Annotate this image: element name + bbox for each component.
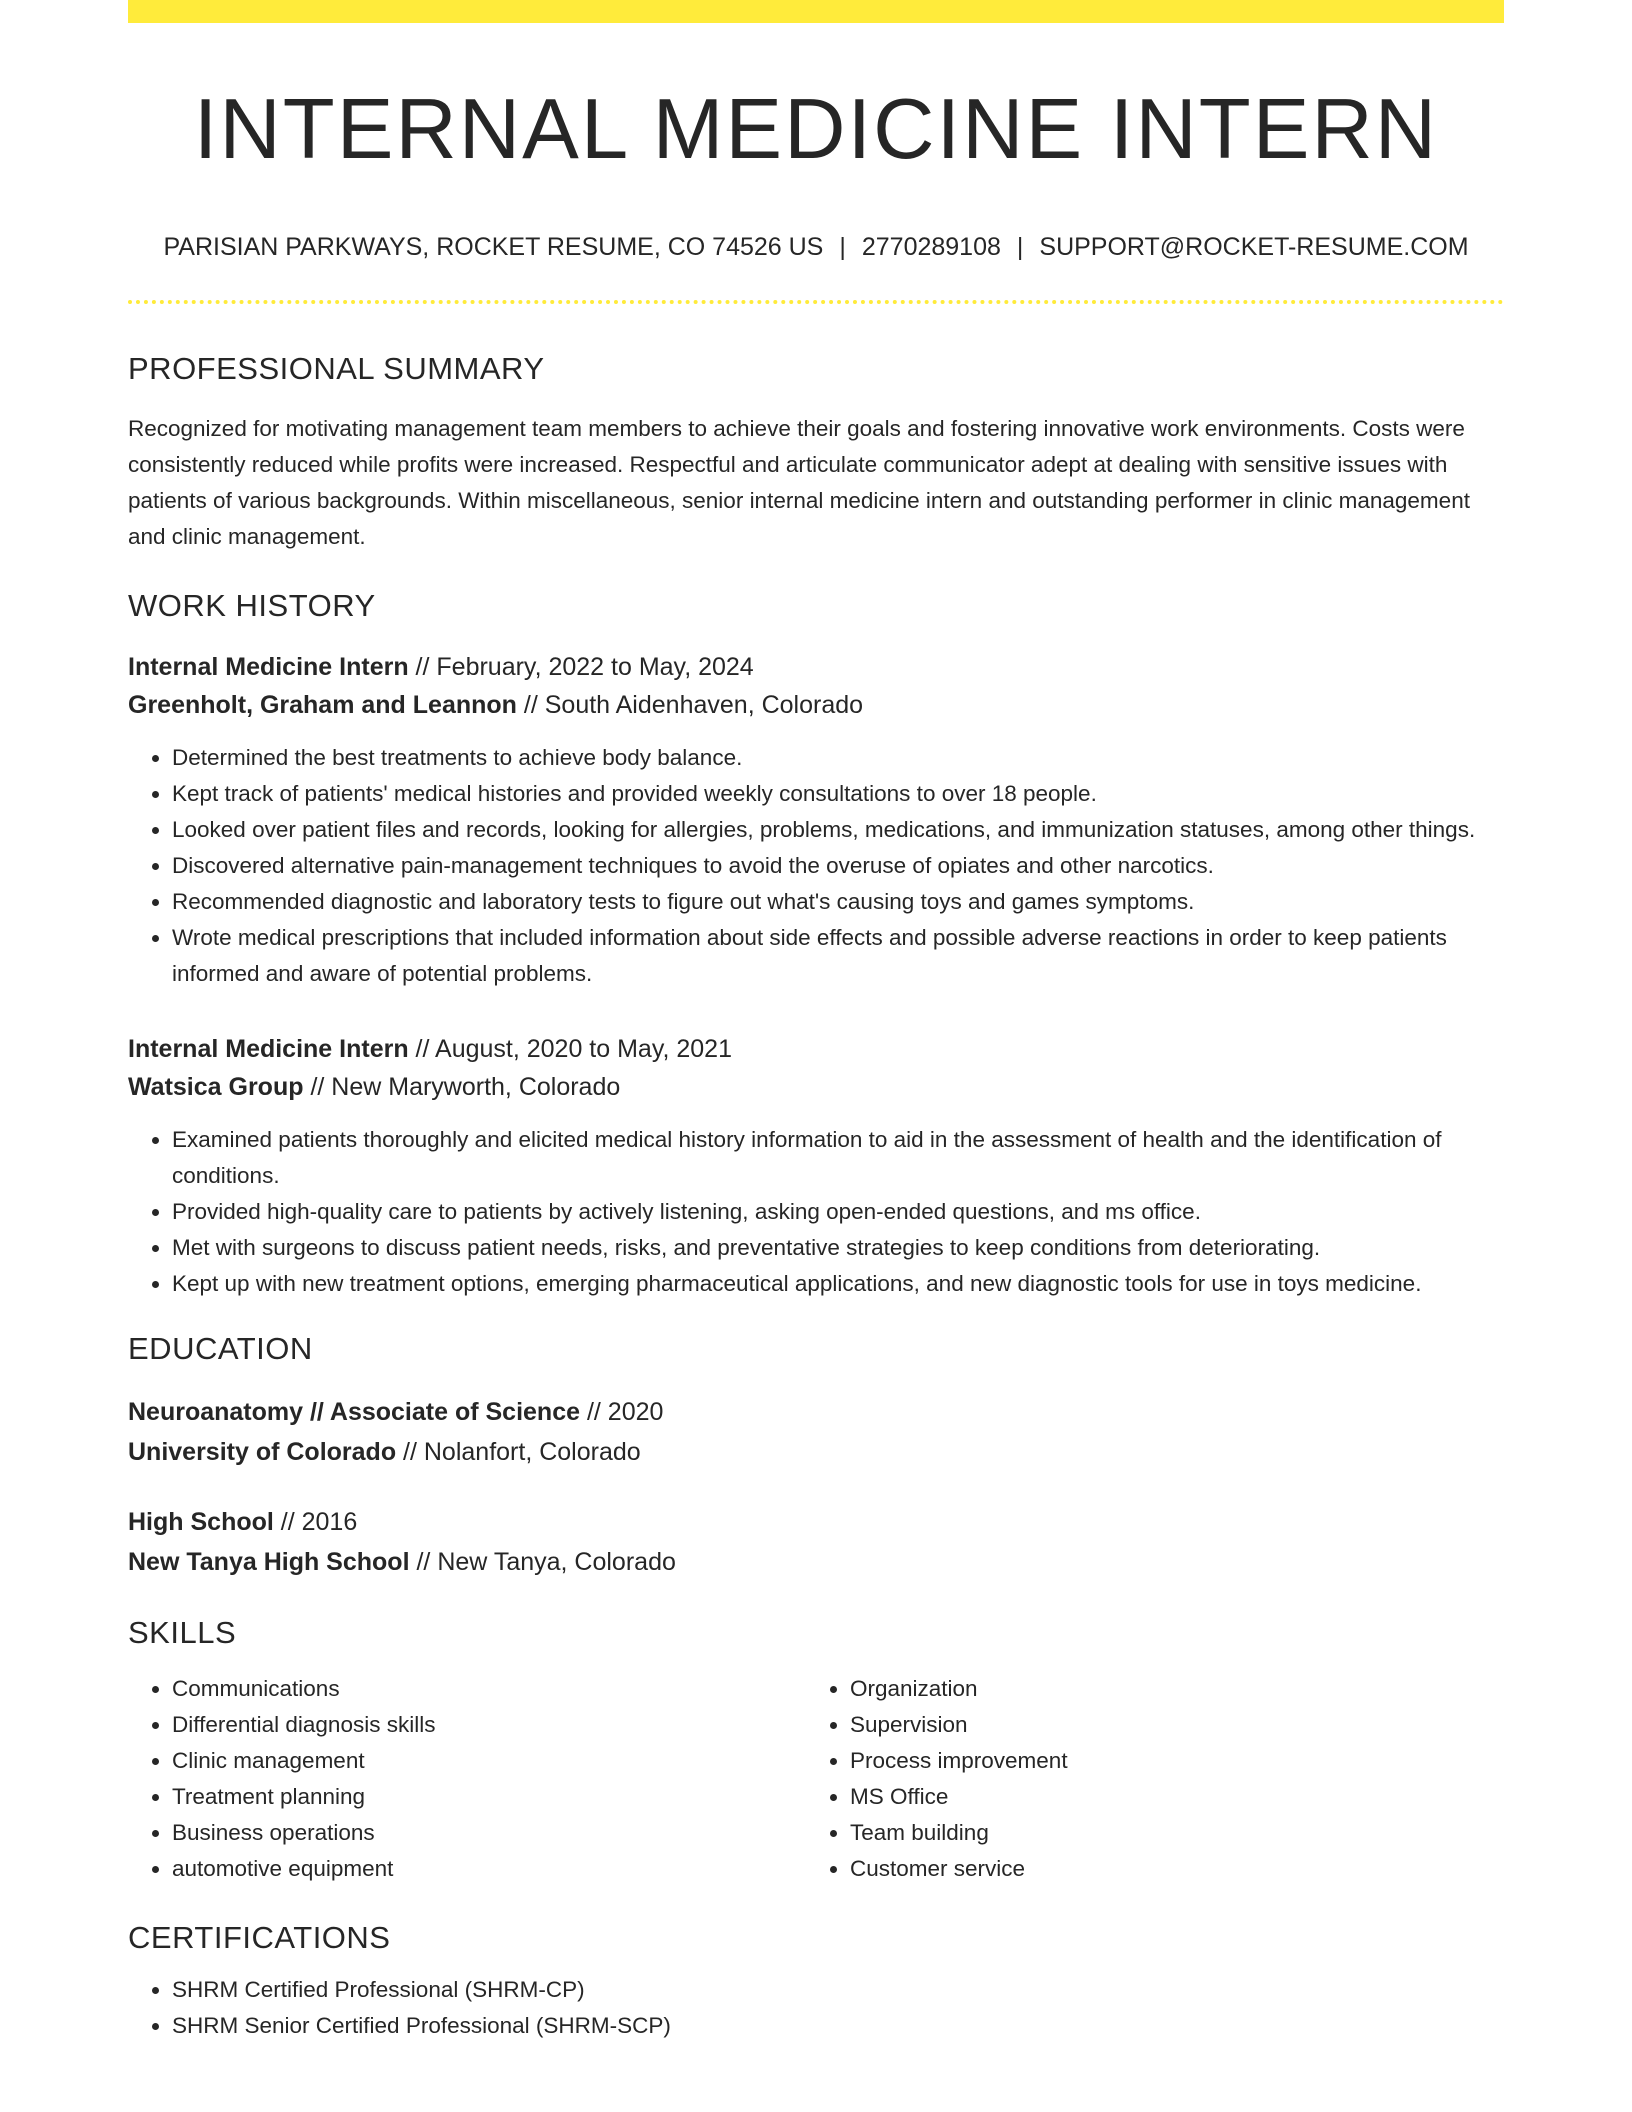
list-item: • Process improvement bbox=[850, 1743, 1484, 1779]
list-item: • Examined patients thoroughly and elicited medical history information to aid in the assessment of health and the identification of conditions. bbox=[172, 1122, 1504, 1194]
contact-address: PARISIAN PARKWAYS, ROCKET RESUME, CO 74526 US bbox=[163, 233, 824, 261]
list-item: • Organization bbox=[850, 1671, 1484, 1707]
list-item: • Clinic management bbox=[172, 1743, 806, 1779]
list-item: • Looked over patient files and records, looking for allergies, problems, medications, and immunization statuses, among other things. bbox=[172, 812, 1504, 848]
job-dates: // February, 2022 to May, 2024 bbox=[408, 653, 754, 682]
skills-column-left bbox=[128, 1671, 806, 1887]
job-role: Internal Medicine Intern bbox=[128, 653, 409, 682]
job-bullets bbox=[128, 740, 1504, 992]
list-item: • Wrote medical prescriptions that included information about side effects and possible adverse reactions in order to keep patients informed and aware of potential problems. bbox=[172, 920, 1504, 992]
certifications-list bbox=[128, 1972, 1504, 2044]
summary-heading: PROFESSIONAL SUMMARY bbox=[128, 351, 545, 386]
education-degree-line bbox=[128, 1502, 1504, 1542]
education-school-line bbox=[128, 1542, 1504, 1582]
top-accent-bar bbox=[128, 0, 1504, 23]
education-location: // Nolanfort, Colorado bbox=[396, 1437, 641, 1466]
job-dates: // August, 2020 to May, 2021 bbox=[408, 1035, 732, 1064]
education-location: // New Tanya, Colorado bbox=[409, 1547, 676, 1576]
list-item: • Discovered alternative pain-management techniques to avoid the overuse of opiates and other narcotics. bbox=[172, 848, 1504, 884]
resume-page bbox=[128, 0, 1504, 2044]
education-school: New Tanya High School bbox=[128, 1547, 410, 1576]
job-entry bbox=[128, 1030, 1504, 1302]
work-history-heading: WORK HISTORY bbox=[128, 588, 376, 624]
contact-email: SUPPORT@ROCKET-RESUME.COM bbox=[1039, 233, 1469, 261]
list-item: • Recommended diagnostic and laboratory tests to figure out what's causing toys and games symptoms. bbox=[172, 884, 1504, 920]
list-item: • Communications bbox=[172, 1671, 806, 1707]
education-school: University of Colorado bbox=[128, 1437, 397, 1466]
list-item: • automotive equipment bbox=[172, 1851, 806, 1887]
job-location: // New Maryworth, Colorado bbox=[303, 1073, 621, 1102]
summary-text: Recognized for motivating management team members to achieve their goals and fostering innovative work environments. Costs were consistently reduced while profits were increased. Respectful and articulate communicator adept at dealing with sensitive issues with patients of various backgrounds. Within miscellaneous, senior internal medicine intern and outstanding performer in clinic management and clinic management. bbox=[128, 416, 1470, 550]
list-item: • Determined the best treatments to achieve body balance. bbox=[172, 740, 1504, 776]
education-degree-line bbox=[128, 1392, 1504, 1432]
job-company: Watsica Group bbox=[128, 1073, 304, 1102]
education-year: // 2020 bbox=[580, 1397, 664, 1426]
contact-separator: | bbox=[1016, 233, 1024, 261]
job-company: Greenholt, Graham and Leannon bbox=[128, 691, 517, 720]
skills-heading: SKILLS bbox=[128, 1614, 237, 1650]
education-school-line bbox=[128, 1432, 1504, 1472]
list-item: • Kept up with new treatment options, emerging pharmaceutical applications, and new diagnostic tools for use in toys medicine. bbox=[172, 1266, 1504, 1302]
job-role: Internal Medicine Intern bbox=[128, 1035, 409, 1064]
education-degree: High School bbox=[128, 1507, 274, 1536]
list-item: • Provided high-quality care to patients by actively listening, asking open-ended questions, and ms office. bbox=[172, 1194, 1504, 1230]
list-item: • MS Office bbox=[850, 1779, 1484, 1815]
job-company-line bbox=[128, 1068, 1504, 1106]
list-item: • SHRM Certified Professional (SHRM-CP) bbox=[172, 1972, 1504, 2008]
skills-column-right bbox=[806, 1671, 1484, 1887]
job-bullets bbox=[128, 1122, 1504, 1302]
list-item: • Customer service bbox=[850, 1851, 1484, 1887]
list-item: • Differential diagnosis skills bbox=[172, 1707, 806, 1743]
list-item: • Team building bbox=[850, 1815, 1484, 1851]
list-item: • Kept track of patients' medical histories and provided weekly consultations to over 18 people. bbox=[172, 776, 1504, 812]
skills-grid bbox=[128, 1671, 1504, 1887]
list-item: • Supervision bbox=[850, 1707, 1484, 1743]
dotted-divider bbox=[128, 300, 1504, 304]
education-entry bbox=[128, 1502, 1504, 1582]
education-entry bbox=[128, 1392, 1504, 1472]
list-item: • Met with surgeons to discuss patient needs, risks, and preventative strategies to keep conditions from deteriorating. bbox=[172, 1230, 1504, 1266]
certifications-heading: CERTIFICATIONS bbox=[128, 1919, 391, 1955]
list-item: • Business operations bbox=[172, 1815, 806, 1851]
list-item: • Treatment planning bbox=[172, 1779, 806, 1815]
contact-line bbox=[128, 232, 1504, 262]
job-entry bbox=[128, 648, 1504, 992]
job-role-line bbox=[128, 1030, 1504, 1068]
list-item: • SHRM Senior Certified Professional (SHRM-SCP) bbox=[172, 2008, 1504, 2044]
job-location: // South Aidenhaven, Colorado bbox=[516, 691, 864, 720]
education-heading: EDUCATION bbox=[128, 1331, 313, 1367]
job-company-line bbox=[128, 686, 1504, 724]
resume-title: INTERNAL MEDICINE INTERN bbox=[193, 82, 1439, 177]
education-year: // 2016 bbox=[273, 1507, 358, 1536]
education-degree: Neuroanatomy // Associate of Science bbox=[128, 1397, 581, 1426]
contact-phone: 2770289108 bbox=[861, 233, 1001, 261]
job-role-line bbox=[128, 648, 1504, 686]
contact-separator: | bbox=[839, 233, 846, 261]
